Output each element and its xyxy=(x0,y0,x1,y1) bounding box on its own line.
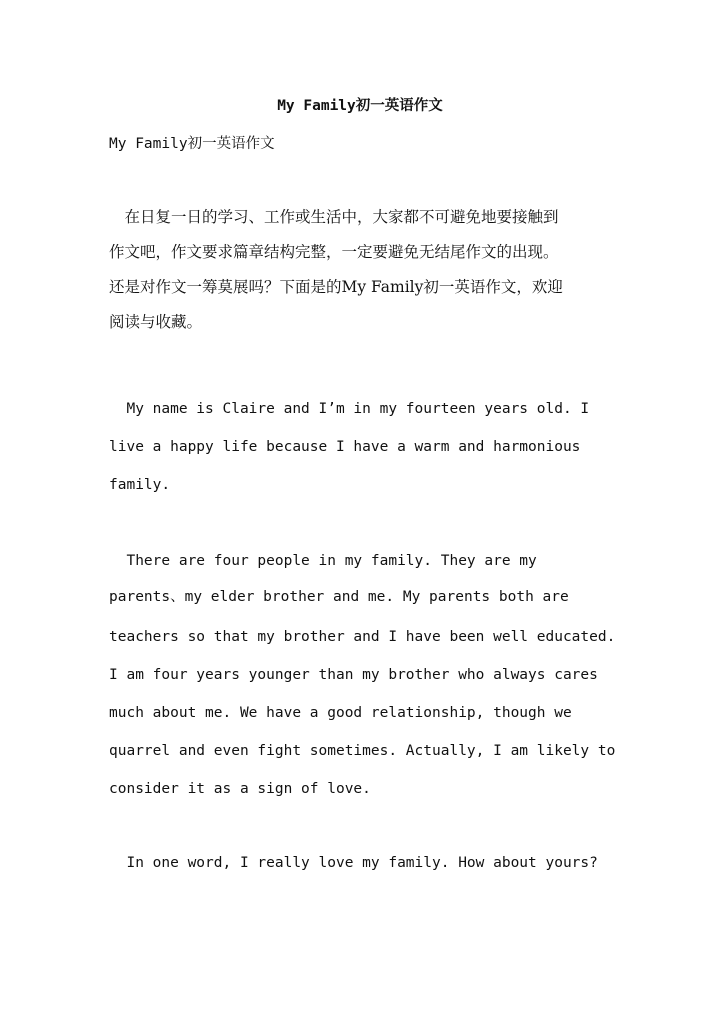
paragraph-line: family. xyxy=(109,477,171,493)
paragraph-line: parents、my elder brother and me. My parents both are xyxy=(109,589,569,605)
intro-line: 还是对作文一筹莫展吗？下面是的My Family初一英语作文，欢迎 xyxy=(109,278,563,296)
paragraph-line: My name is Claire and I’m in my fourteen years old. I xyxy=(109,401,590,417)
intro-line: 在日复一日的学习、工作或生活中，大家都不可避免地要接触到 xyxy=(109,208,559,226)
paragraph-line: I am four years younger than my brother who always cares xyxy=(109,667,598,683)
english-paragraph-3 xyxy=(109,852,619,874)
paragraph-line: consider it as a sign of love. xyxy=(109,781,371,797)
intro-line: 作文吧，作文要求篇章结构完整，一定要避免无结尾作文的出现。 xyxy=(109,243,559,261)
intro-line: 阅读与收藏。 xyxy=(109,313,203,331)
english-paragraph-1 xyxy=(109,398,619,496)
document-subtitle: My Family初一英语作文 xyxy=(109,136,275,152)
document-title: My Family初一英语作文 xyxy=(277,98,443,114)
paragraph-line: much about me. We have a good relationship, though we xyxy=(109,705,572,721)
paragraph-line: quarrel and even fight sometimes. Actually, I am likely to xyxy=(109,743,616,759)
intro-paragraph xyxy=(109,206,619,333)
paragraph-line: In one word, I really love my family. How about yours? xyxy=(109,855,598,871)
paragraph-line: teachers so that my brother and I have been well educated. xyxy=(109,629,616,645)
english-paragraph-2 xyxy=(109,550,619,800)
paragraph-line: There are four people in my family. They are my xyxy=(109,553,537,569)
paragraph-line: live a happy life because I have a warm and harmonious xyxy=(109,439,581,455)
